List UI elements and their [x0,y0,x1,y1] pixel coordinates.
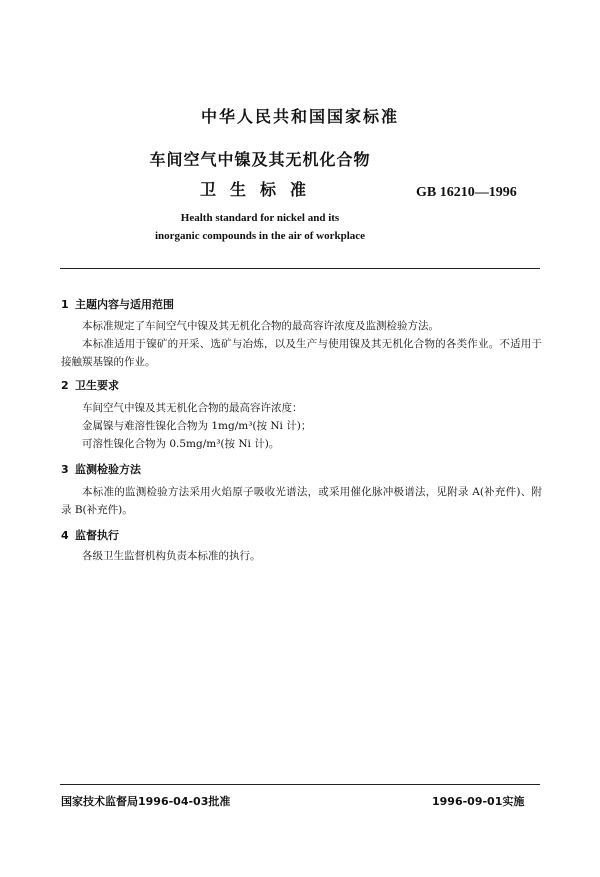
section-title: 监督执行 [75,529,119,542]
section-title: 监测检验方法 [75,463,141,476]
footer-divider [60,784,540,785]
standard-code: GB 16210—1996 [416,185,517,200]
header-divider [60,268,540,269]
section-number: 4 [61,529,69,542]
title-chinese: 车间空气中镍及其无机化合物 [149,150,371,169]
section-1-heading [61,296,174,312]
section-3-heading [61,461,141,477]
section-2-heading [61,377,119,393]
section-number: 1 [61,298,69,311]
section-4-line-1: 各级卫生监督机构负责本标准的执行。 [82,550,261,562]
section-1-paragraph-2: 本标准适用于镍矿的开采、选矿与冶炼，以及生产与使用镍及其无机化合物的各类作业。不适用于接触羰基镍的作业。 [61,338,542,368]
section-title: 卫生要求 [75,379,119,392]
approval-date: 国家技术监督局1996-04-03批准 [61,795,231,808]
section-2-line-1: 车间空气中镍及其无机化合物的最高容许浓度： [82,402,303,414]
section-number: 3 [61,463,69,476]
title-chinese-subtitle: 卫生标准 [199,180,320,199]
section-2-line-3: 可溶性镍化合物为 0.5mg/m³(按 Ni 计)。 [82,438,280,450]
standard-name: 中华人民共和国国家标准 [200,107,399,126]
section-title: 主题内容与适用范围 [75,298,174,311]
section-2-line-2: 金属镍与难溶性镍化合物为 1mg/m³(按 Ni 计)； [82,420,312,432]
section-4-heading [61,527,119,543]
title-english-line1: Health standard for nickel and its [180,212,340,224]
section-1-paragraph-1: 本标准规定了车间空气中镍及其无机化合物的最高容许浓度及监测检验方法。 [82,320,439,332]
title-english-line2: inorganic compounds in the air of workplace [154,230,366,242]
section-3-paragraph-1: 本标准的监测检验方法采用火焰原子吸收光谱法，或采用催化脉冲极谱法，见附录 A(补充件)、附录 B(补充件)。 [61,486,542,516]
effective-date: 1996-09-01实施 [432,795,525,808]
section-number: 2 [61,379,69,392]
